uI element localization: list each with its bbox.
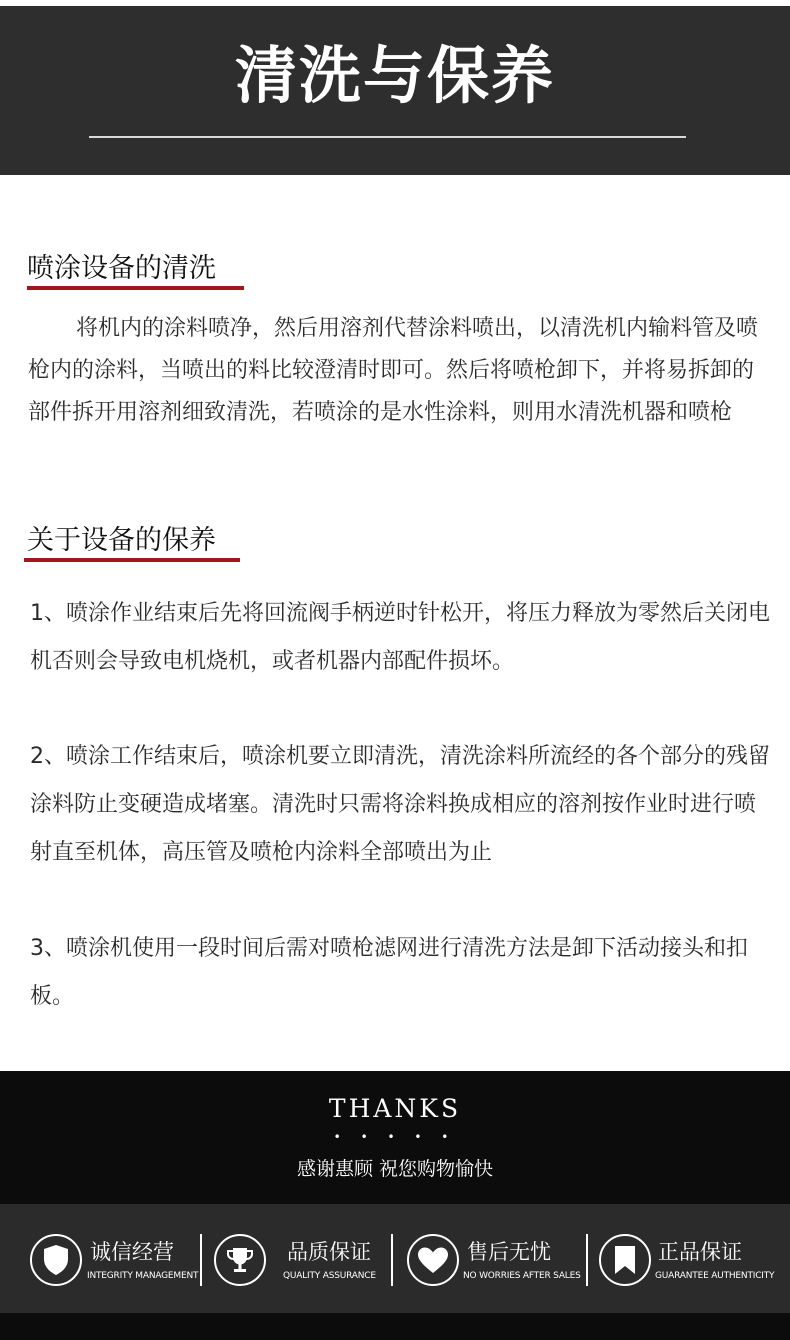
- section-heading-maintenance: 关于设备的保养: [27, 525, 216, 556]
- header-divider: [89, 136, 686, 138]
- heart-icon: [407, 1234, 459, 1286]
- badge-sublabel-after-sales: NO WORRIES AFTER SALES: [463, 1271, 581, 1281]
- maintenance-item-2: 2、喷涂工作结束后，喷涂机要立即清洗，清洗涂料所流经的各个部分的残留涂料防止变硬造成堵塞。清洗时只需将涂料换成相应的溶剂按作业时进行喷射直至机体，高压管及喷枪内涂料全部喷出为止: [30, 744, 770, 865]
- maintenance-item-3: 3、喷涂机使用一段时间后需对喷枪滤网进行清洗方法是卸下活动接头和扣板。: [30, 936, 748, 1009]
- thanks-title: THANKS: [328, 1094, 462, 1123]
- bottom-band: [0, 1313, 790, 1340]
- section-heading-cleaning: 喷涂设备的清洗: [27, 253, 216, 284]
- section-underline-maintenance: [24, 558, 240, 562]
- badge-label-integrity: 诚信经营: [90, 1240, 174, 1264]
- badge-sublabel-authenticity: GUARANTEE AUTHENTICITY: [655, 1271, 775, 1281]
- cleaning-paragraph: 将机内的涂料喷净，然后用溶剂代替涂料喷出，以清洗机内输料管及喷枪内的涂料，当喷出的料比较澄清时即可。然后将喷枪卸下，并将易拆卸的部件拆开用溶剂细致清洗，若喷涂的是水性涂料，则用水清洗机器和喷枪: [28, 316, 759, 425]
- section-underline-cleaning: [27, 286, 244, 290]
- trophy-icon: [214, 1234, 266, 1286]
- badge-separator: [391, 1234, 393, 1286]
- badge-separator: [586, 1234, 588, 1286]
- thanks-dots: • • • • •: [333, 1130, 457, 1144]
- page-title: 清洗与保养: [234, 39, 555, 112]
- badge-label-authenticity: 正品保证: [658, 1240, 742, 1264]
- thanks-subtitle: 感谢惠顾 祝您购物愉快: [296, 1158, 494, 1180]
- shield-icon: [30, 1234, 82, 1286]
- badge-label-after-sales: 售后无忧: [467, 1240, 551, 1264]
- bookmark-icon: [599, 1234, 651, 1286]
- badge-separator: [200, 1234, 202, 1286]
- maintenance-item-1: 1、喷涂作业结束后先将回流阀手柄逆时针松开，将压力释放为零然后关闭电机否则会导致电机烧机，或者机器内部配件损坏。: [30, 601, 770, 674]
- badge-sublabel-integrity: INTEGRITY MANAGEMENT: [87, 1271, 199, 1281]
- badge-label-quality: 品质保证: [287, 1240, 371, 1264]
- badge-sublabel-quality: QUALITY ASSURANCE: [283, 1271, 376, 1281]
